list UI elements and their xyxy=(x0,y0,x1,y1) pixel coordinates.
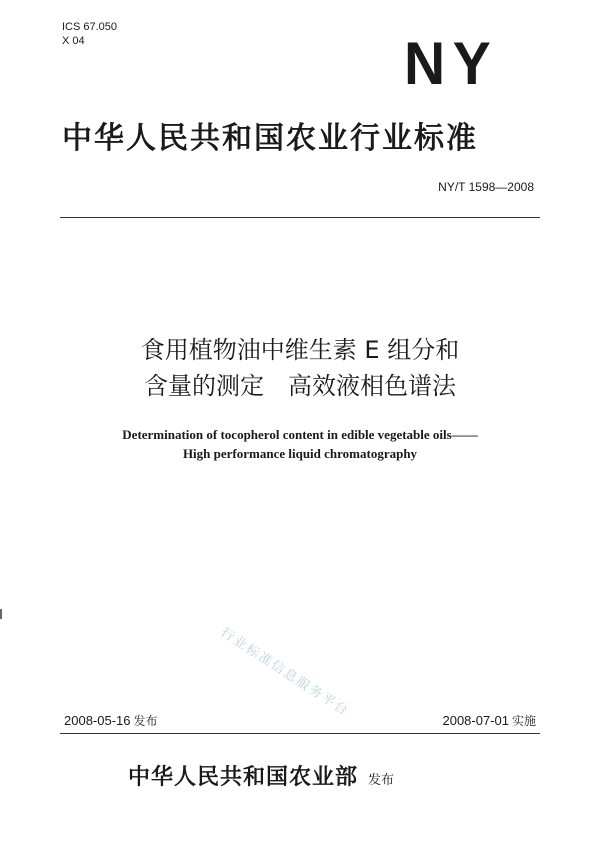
issuer-name: 中华人民共和国农业部 xyxy=(128,765,359,790)
document-title-cn-line2: 含量的测定 高效液相色谱法 xyxy=(144,372,456,400)
issue-date-value: 2008-05-16 xyxy=(64,713,131,728)
document-title-en xyxy=(60,425,540,463)
ny-logo: NY xyxy=(404,30,499,97)
document-title-cn xyxy=(60,332,540,404)
standard-code: NY/T 1598—2008 xyxy=(438,180,534,194)
ics-code: ICS 67.050 xyxy=(62,21,118,33)
issuing-authority xyxy=(128,760,394,791)
issue-date-label: 发布 xyxy=(133,714,158,728)
document-title-en-line1: Determination of tocopherol content in edible vegetable oils—— xyxy=(122,427,478,442)
watermark: 行业标准信息服务平台 xyxy=(217,625,352,720)
standard-title: 中华人民共和国农业行业标准 xyxy=(62,121,478,156)
issue-date xyxy=(64,712,158,729)
ccs-code: X 04 xyxy=(62,35,85,47)
document-title-en-line2: High performance liquid chromatography xyxy=(182,446,418,461)
bottom-divider xyxy=(60,733,540,734)
issuer-action: 发布 xyxy=(368,773,395,788)
top-divider xyxy=(60,217,540,218)
implementation-date xyxy=(442,712,536,729)
classification-codes xyxy=(62,20,117,48)
document-title-cn-line1: 食用植物油中维生素 E 组分和 xyxy=(140,336,460,364)
implementation-date-label: 实施 xyxy=(511,714,536,728)
implementation-date-value: 2008-07-01 xyxy=(442,713,509,728)
scan-edge-mark xyxy=(0,609,2,619)
